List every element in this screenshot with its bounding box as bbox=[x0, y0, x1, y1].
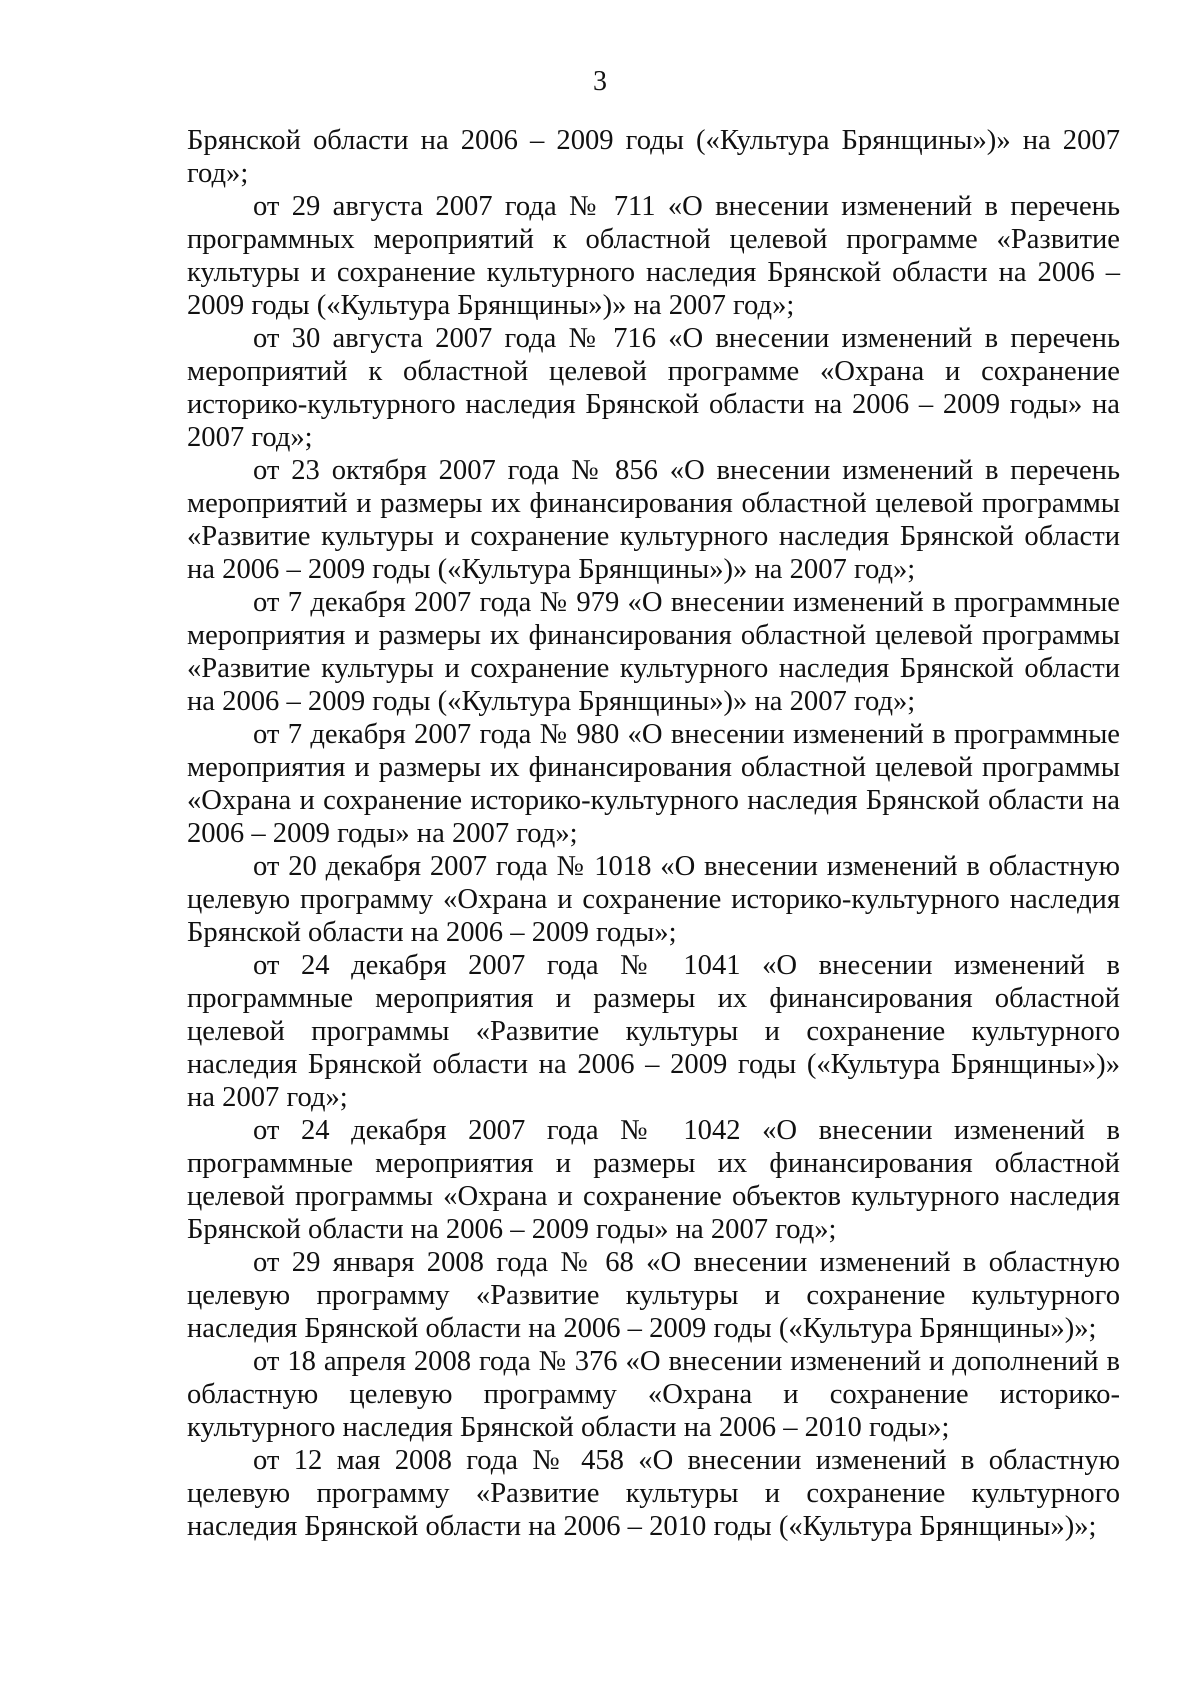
paragraph-5: от 7 декабря 2007 года № 979 «О внесении изменений в программные мероприятия и размеры их финансирования областной целевой программы «Развитие культуры и сохранение культурного наследия Брянской области на 2006 – 2009 годы («Культура Брянщины»)» на 2007 год»; bbox=[187, 587, 1120, 717]
paragraph-7: от 20 декабря 2007 года № 1018 «О внесении изменений в областную целевую программу «Охрана и сохранение историко-культурного наследия Брянской области на 2006 – 2009 годы»; bbox=[187, 851, 1120, 948]
paragraph-8: от 24 декабря 2007 года № 1041 «О внесении изменений в программные мероприятия и размеры их финансирования областной целевой программы «Развитие культуры и сохранение культурного наследия Брянской области на 2006 – 2009 годы («Культура Брянщины»)» на 2007 год»; bbox=[187, 950, 1120, 1113]
paragraph-1: Брянской области на 2006 – 2009 годы («Культура Брянщины»)» на 2007 год»; bbox=[187, 125, 1120, 189]
paragraph-2: от 29 августа 2007 года № 711 «О внесении изменений в перечень программных мероприятий к областной целевой программе «Развитие культуры и сохранение культурного наследия Брянской области на 2006 – 2009 годы («Культура Брянщины»)» на 2007 год»; bbox=[187, 191, 1120, 321]
paragraph-12: от 12 мая 2008 года № 458 «О внесении изменений в областную целевую программу «Развитие культуры и сохранение культурного наследия Брянской области на 2006 – 2010 годы («Культура Брянщины»)»; bbox=[187, 1445, 1120, 1542]
document-body bbox=[187, 124, 1120, 1543]
paragraph-6: от 7 декабря 2007 года № 980 «О внесении изменений в программные мероприятия и размеры их финансирования областной целевой программы «Охрана и сохранение историко-культурного наследия Брянской области на 2006 – 2009 годы» на 2007 год»; bbox=[187, 719, 1120, 849]
paragraph-4: от 23 октября 2007 года № 856 «О внесении изменений в перечень мероприятий и размеры их финансирования областной целевой программы «Развитие культуры и сохранение культурного наследия Брянской области на 2006 – 2009 годы («Культура Брянщины»)» на 2007 год»; bbox=[187, 455, 1120, 585]
paragraph-10: от 29 января 2008 года № 68 «О внесении изменений в областную целевую программу «Развитие культуры и сохранение культурного наследия Брянской области на 2006 – 2009 годы («Культура Брянщины»)»; bbox=[187, 1247, 1120, 1344]
paragraph-9: от 24 декабря 2007 года № 1042 «О внесении изменений в программные мероприятия и размеры их финансирования областной целевой программы «Охрана и сохранение объектов культурного наследия Брянской области на 2006 – 2009 годы» на 2007 год»; bbox=[187, 1115, 1120, 1245]
paragraph-11: от 18 апреля 2008 года № 376 «О внесении изменений и дополнений в областную целевую программу «Охрана и сохранение историко-культурного наследия Брянской области на 2006 – 2010 годы»; bbox=[187, 1346, 1120, 1443]
paragraph-3: от 30 августа 2007 года № 716 «О внесении изменений в перечень мероприятий к областной целевой программе «Охрана и сохранение историко-культурного наследия Брянской области на 2006 – 2009 годы» на 2007 год»; bbox=[187, 323, 1120, 453]
page-number: 3 bbox=[593, 66, 607, 97]
